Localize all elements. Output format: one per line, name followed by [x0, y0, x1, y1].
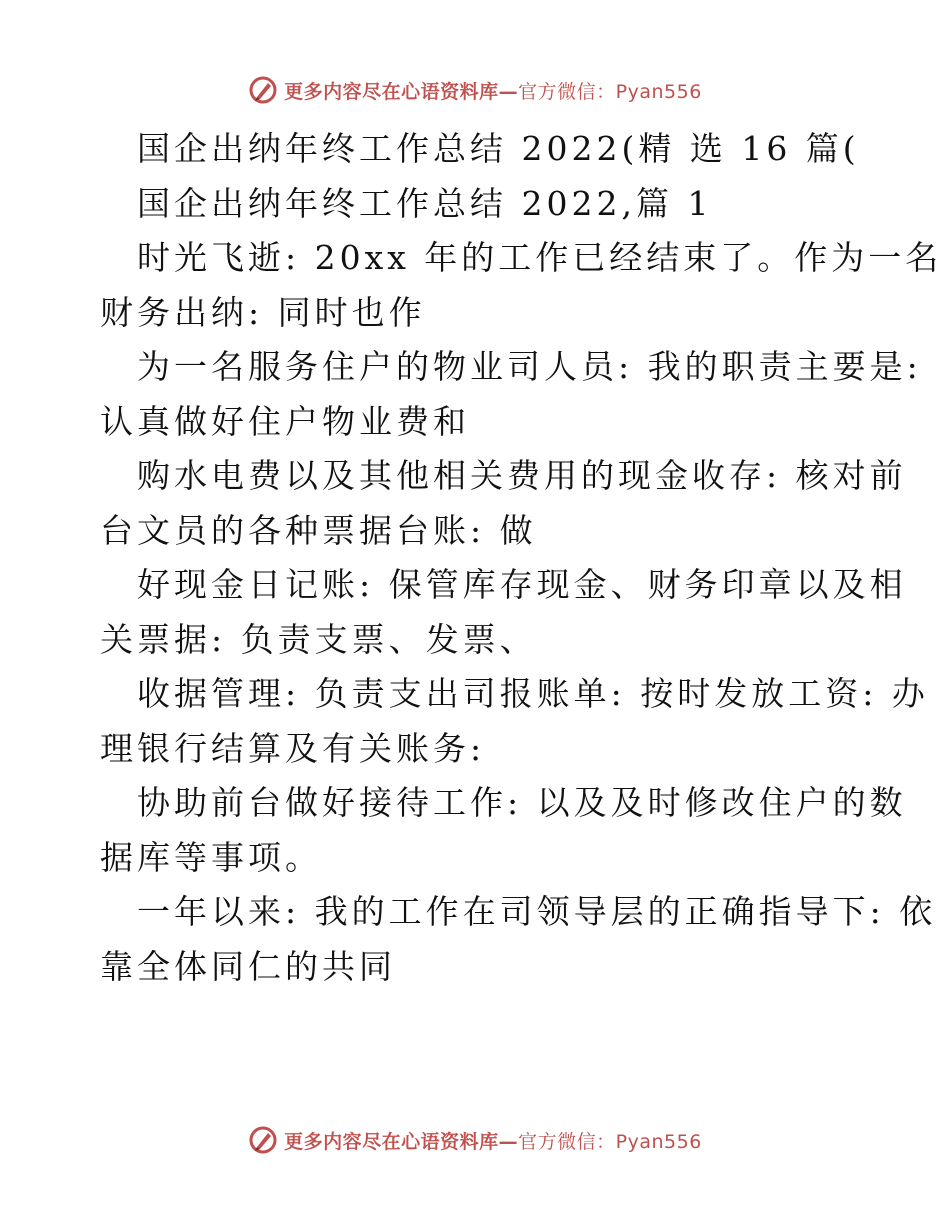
text-line: 台文员的各种票据台账: 做: [100, 510, 537, 550]
text-line: 关票据: 负责支票、发票、: [100, 619, 537, 659]
text-line: 财务出纳: 同时也作: [100, 292, 426, 332]
text-line: 为一名服务住户的物业司人员: 我的职责主要是:: [137, 347, 922, 386]
text-line: 协助前台做好接待工作: 以及及时修改住户的数: [137, 783, 907, 822]
text-line: 理银行结算及有关账务:: [100, 728, 486, 768]
watermark-main-text: 更多内容尽在心语资料库: [284, 1130, 499, 1153]
watermark-wechat-text: 官方微信：Pyan556: [518, 80, 702, 103]
footer-watermark: [0, 1120, 950, 1160]
watermark-separator: —: [498, 1130, 519, 1153]
text-line: 时光飞逝: 20xx 年的工作已经结束了。作为一名: [137, 238, 943, 277]
header-watermark: [0, 70, 950, 110]
text-line: 购水电费以及其他相关费用的现金收存: 核对前: [137, 456, 907, 495]
pen-logo-icon: [248, 1125, 278, 1155]
text-line: 收据管理: 负责支出司报账单: 按时发放工资: 办: [137, 674, 929, 713]
document-body: [100, 122, 943, 994]
text-line: 国企出纳年终工作总结 2022,篇 1: [137, 183, 713, 223]
watermark-separator: —: [498, 80, 519, 103]
text-line: 靠全体同仁的共同: [100, 946, 396, 986]
text-line: 认真做好住户物业费和: [100, 401, 470, 441]
pen-logo-icon: [248, 75, 278, 105]
watermark-main-text: 更多内容尽在心语资料库: [284, 80, 499, 103]
text-line: 据库等事项。: [100, 837, 322, 877]
text-line: 一年以来: 我的工作在司领导层的正确指导下: 依: [137, 892, 937, 931]
watermark-wechat-text: 官方微信：Pyan556: [518, 1130, 702, 1153]
text-line: 好现金日记账: 保管库存现金、财务印章以及相: [137, 565, 907, 604]
text-line: 国企出纳年终工作总结 2022(精 选 16 篇(: [137, 129, 860, 168]
